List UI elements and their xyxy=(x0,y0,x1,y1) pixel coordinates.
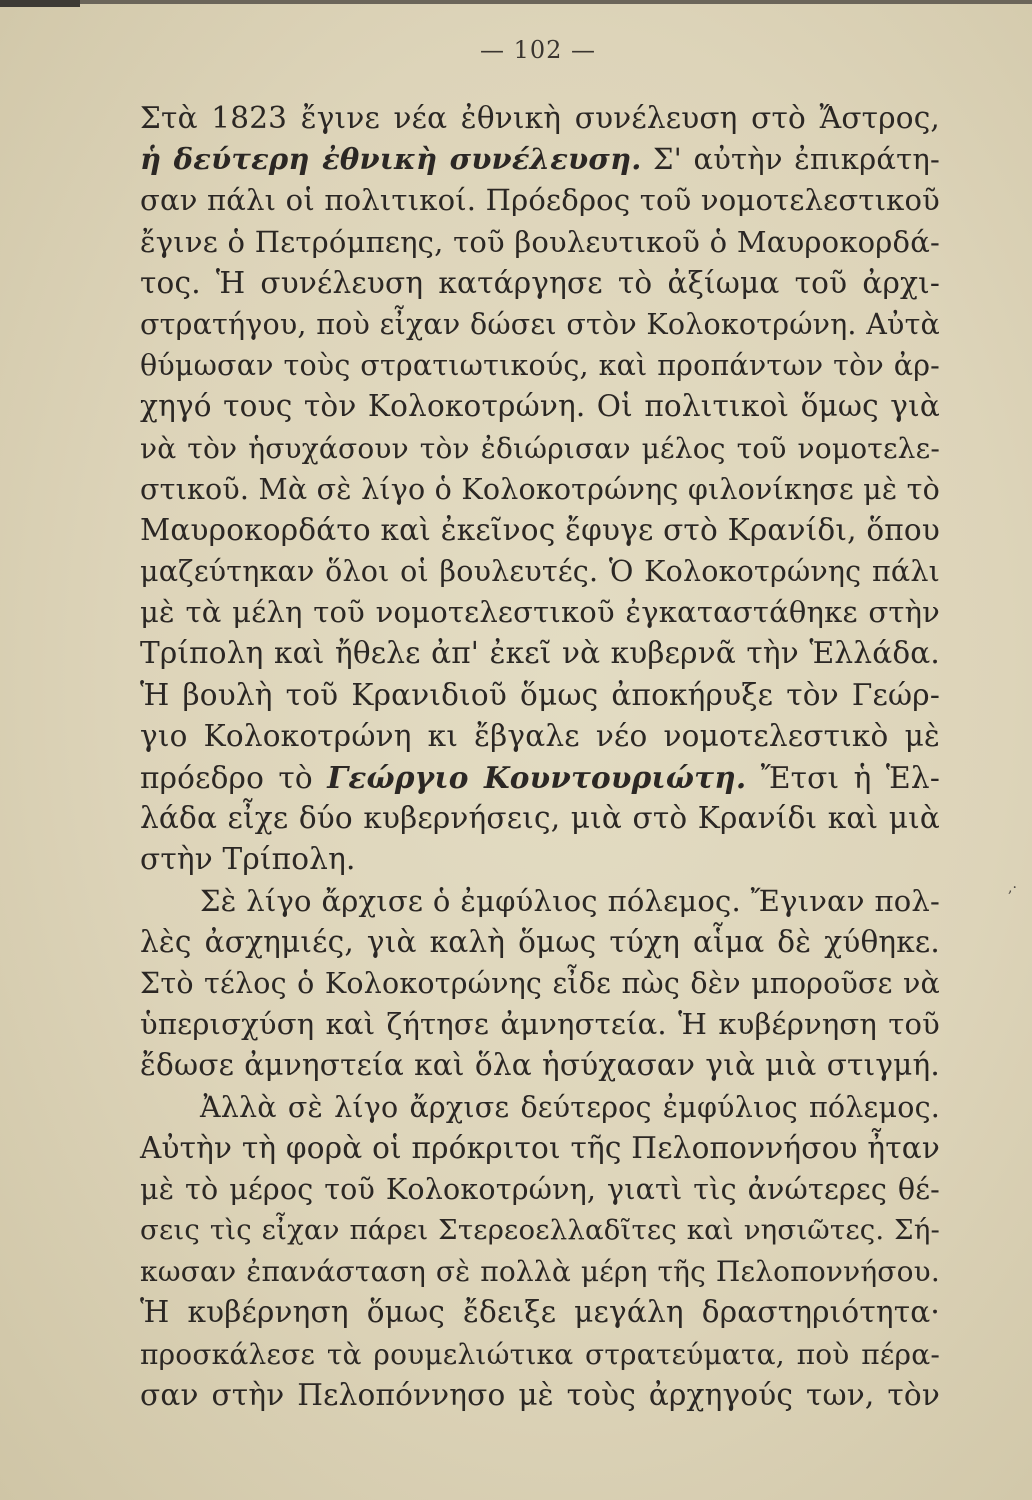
emphasized-text: ἡ δεύτερη ἐθνικὴ συνέλευση. xyxy=(140,142,642,177)
text-span: Σ' αὐτὴν ἐπικράτη- xyxy=(641,142,940,177)
text-line xyxy=(140,1292,940,1333)
text-span: νὰ τὸν ἡσυχάσουν τὸν ἐδιώρισαν μέλος τοῦ νομοτελε- xyxy=(140,431,940,465)
text-span: τος. Ἡ συνέλευση κατάργησε τὸ ἀξίωμα τοῦ ἀρχι- xyxy=(140,265,940,300)
text-line xyxy=(140,1045,940,1086)
margin-mark: ,· xyxy=(1008,880,1017,896)
text-line xyxy=(140,551,940,592)
text-line xyxy=(140,1375,940,1416)
text-line xyxy=(140,1128,940,1169)
text-span: στρατήγου, ποὺ εἶχαν δώσει στὸν Κολοκοτρώνη. Αὐτὰ xyxy=(140,307,940,341)
text-span: Ἀλλὰ σὲ λίγο ἄρχισε δεύτερος ἐμφύλιος πόλεμος. xyxy=(200,1090,940,1124)
text-line xyxy=(140,1334,940,1375)
text-line xyxy=(140,139,940,180)
top-edge-mark xyxy=(0,0,80,7)
text-span: λάδα εἶχε δύο κυβερνήσεις, μιὰ στὸ Κρανίδι καὶ μιὰ xyxy=(140,801,940,836)
text-span: Στὸ τέλος ὁ Κολοκοτρώνης εἶδε πὼς δὲν μποροῦσε νὰ xyxy=(140,966,940,1000)
text-span: Σὲ λίγο ἄρχισε ὁ ἐμφύλιος πόλεμος. Ἔγιναν πολ- xyxy=(200,883,940,918)
text-span: Αὐτὴν τὴ φορὰ οἱ πρόκριτοι τῆς Πελοποννήσου ἦταν xyxy=(140,1130,940,1165)
text-line xyxy=(140,922,940,963)
text-line xyxy=(140,592,940,633)
text-line xyxy=(140,510,940,551)
text-line xyxy=(140,428,940,469)
text-line xyxy=(140,1004,940,1045)
text-span: σεις τὶς εἶχαν πάρει Στερεοελλαδῖτες καὶ νησιῶτες. Σή- xyxy=(140,1214,940,1247)
text-span: ὑπερισχύση καὶ ζήτησε ἀμνηστεία. Ἡ κυβέρνηση τοῦ xyxy=(140,1007,940,1042)
page-number: — 102 — xyxy=(479,36,597,64)
text-span: σαν στὴν Πελοπόννησο μὲ τοὺς ἀρχηγούς των, τὸν xyxy=(140,1377,940,1412)
text-line xyxy=(140,469,940,510)
text-line xyxy=(140,798,940,839)
text-line xyxy=(140,716,940,757)
text-span: Στὰ 1823 ἔγινε νέα ἐθνικὴ συνέλευση στὸ Ἄστρος, xyxy=(140,101,940,135)
text-span: ἔδωσε ἀμνηστεία καὶ ὅλα ἡσύχασαν γιὰ μιὰ στιγμή. xyxy=(140,1048,940,1083)
text-line xyxy=(140,386,940,427)
text-line xyxy=(140,1087,940,1128)
text-span: μαζεύτηκαν ὅλοι οἱ βουλευτές. Ὁ Κολοκοτρώνης πάλι xyxy=(140,555,940,589)
text-span: στὴν Τρίπολη. xyxy=(140,842,356,877)
text-line xyxy=(140,98,940,139)
text-span: Ἔτσι ἡ Ἑλ- xyxy=(746,761,940,795)
text-line xyxy=(140,963,940,1004)
text-span: Ἡ κυβέρνηση ὅμως ἔδειξε μεγάλη δραστηριότητα· xyxy=(140,1295,940,1330)
text-span: στικοῦ. Μὰ σὲ λίγο ὁ Κολοκοτρώνης φιλονίκησε μὲ τὸ xyxy=(140,472,940,506)
text-line xyxy=(140,839,940,880)
text-span: γιο Κολοκοτρώνη κι ἔβγαλε νέο νομοτελεστικὸ μὲ xyxy=(140,718,940,753)
text-span: ἔγινε ὁ Πετρόμπεης, τοῦ βουλευτικοῦ ὁ Μαυροκορδά- xyxy=(140,224,940,259)
top-edge-rule xyxy=(0,0,1032,4)
text-span: μὲ τὸ μέρος τοῦ Κολοκοτρώνη, γιατὶ τὶς ἀνώτερες θέ- xyxy=(140,1172,940,1206)
text-line xyxy=(140,345,940,386)
text-span: θύμωσαν τοὺς στρατιωτικούς, καὶ προπάντων τὸν ἀρ- xyxy=(140,349,940,383)
text-span: σαν πάλι οἱ πολιτικοί. Πρόεδρος τοῦ νομοτελεστικοῦ xyxy=(140,183,940,218)
text-span: Τρίπολη καὶ ἤθελε ἀπ' ἐκεῖ νὰ κυβερνᾶ τὴν Ἑλλάδα. xyxy=(140,636,940,671)
text-line xyxy=(140,1251,940,1292)
text-span: προσκάλεσε τὰ ρουμελιώτικα στρατεύματα, ποὺ πέρα- xyxy=(140,1337,940,1371)
text-span: μὲ τὰ μέλη τοῦ νομοτελεστικοῦ ἐγκαταστάθηκε στὴν xyxy=(140,595,940,630)
text-line xyxy=(140,180,940,221)
text-span: λὲς ἀσχημιές, γιὰ καλὴ ὅμως τύχη αἷμα δὲ χύθηκε. xyxy=(140,924,940,959)
text-line xyxy=(140,263,940,304)
text-line xyxy=(140,222,940,263)
text-line xyxy=(140,1169,940,1210)
text-span: κωσαν ἐπανάσταση σὲ πολλὰ μέρη τῆς Πελοποννήσου. xyxy=(140,1255,940,1289)
text-line xyxy=(140,757,940,798)
text-span: χηγό τους τὸν Κολοκοτρώνη. Οἱ πολιτικοὶ ὅμως γιὰ xyxy=(140,389,940,424)
text-line xyxy=(140,304,940,345)
emphasized-text: Γεώργιο Κουντουριώτη. xyxy=(327,760,747,795)
text-line xyxy=(140,633,940,674)
body-text xyxy=(140,98,940,1416)
text-line xyxy=(140,881,940,922)
text-span: Μαυροκορδάτο καὶ ἐκεῖνος ἔφυγε στὸ Κρανίδι, ὅπου xyxy=(140,512,940,547)
text-line xyxy=(140,1210,940,1251)
text-line xyxy=(140,675,940,716)
text-span: πρόεδρο τὸ xyxy=(140,761,328,795)
text-span: Ἡ βουλὴ τοῦ Κρανιδιοῦ ὅμως ἀποκήρυξε τὸν Γεώρ- xyxy=(140,677,940,712)
